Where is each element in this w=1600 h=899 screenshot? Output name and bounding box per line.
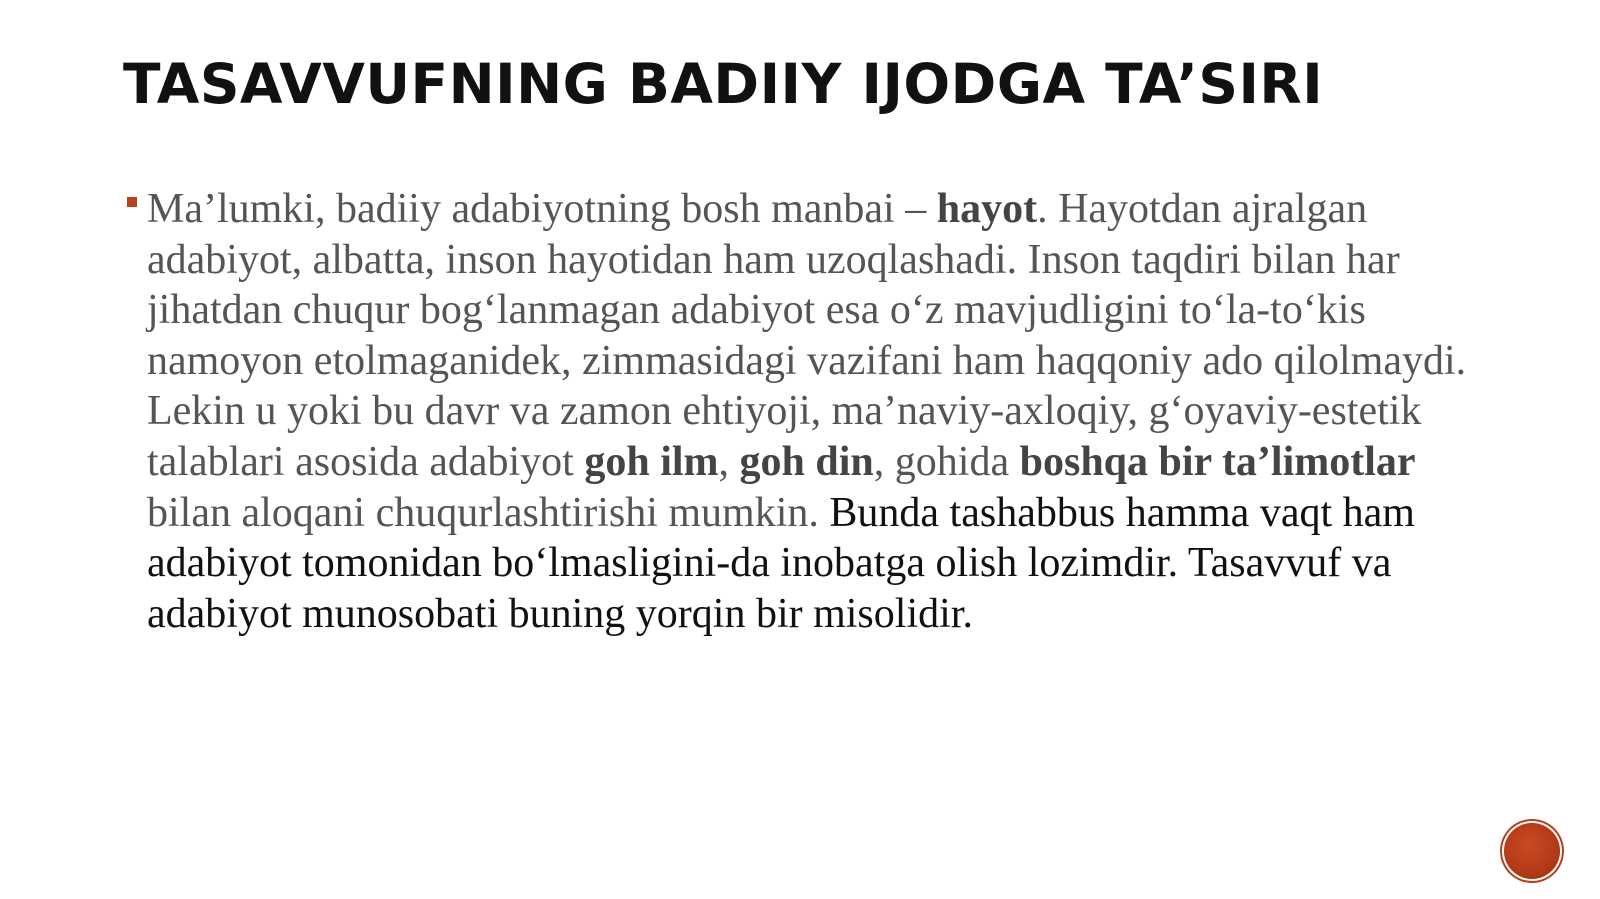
emphasis-boshqa-talimotlar: boshqa bir ta’limotlar bbox=[1019, 438, 1416, 485]
slide-body-paragraph bbox=[147, 184, 1492, 639]
paragraph-text-dark: Bunda tashabbus hamma vaqt ham adabiyot tomonidan bo‘lmasligini-da inobatga olish lozimdir. Tasavvuf va adabiyot munosobati buning yorqin bir misolidir. bbox=[147, 489, 1415, 637]
emphasis-goh-din: goh din bbox=[739, 438, 874, 485]
paragraph-text: , bbox=[718, 438, 740, 485]
square-bullet-icon bbox=[127, 197, 137, 207]
emphasis-hayot: hayot bbox=[936, 186, 1038, 232]
paragraph-text: , gohida bbox=[873, 438, 1020, 485]
paragraph-text: . Hayotdan ajralgan adabiyot, albatta, inson hayotidan ham uzoqlashadi. Inson taqdiri bilan har jihatdan chuqur bog‘lanmagan adabiyot esa o‘z mavjudligini to‘la-to‘kis namoyon etolmaganidek, zimmasidagi vazifani ham haqqoniy ado qilolmaydi. Lekin u yoki bu davr va zamon ehtiyoji, ma’naviy-axloqiy, g‘oyaviy-estetik talablari asosida adabiyot bbox=[147, 186, 1467, 485]
slide-title: TASAVVUFNING BADIIY IJODGA TA’SIRI bbox=[123, 52, 1324, 116]
paragraph-text: Ma’lumki, badiiy adabiyotning bosh manbai – bbox=[147, 186, 937, 232]
next-slide-button[interactable] bbox=[1504, 823, 1560, 879]
emphasis-goh-ilm: goh ilm bbox=[584, 438, 719, 485]
paragraph-text: bilan aloqani chuqurlashtirishi mumkin. bbox=[147, 489, 819, 536]
